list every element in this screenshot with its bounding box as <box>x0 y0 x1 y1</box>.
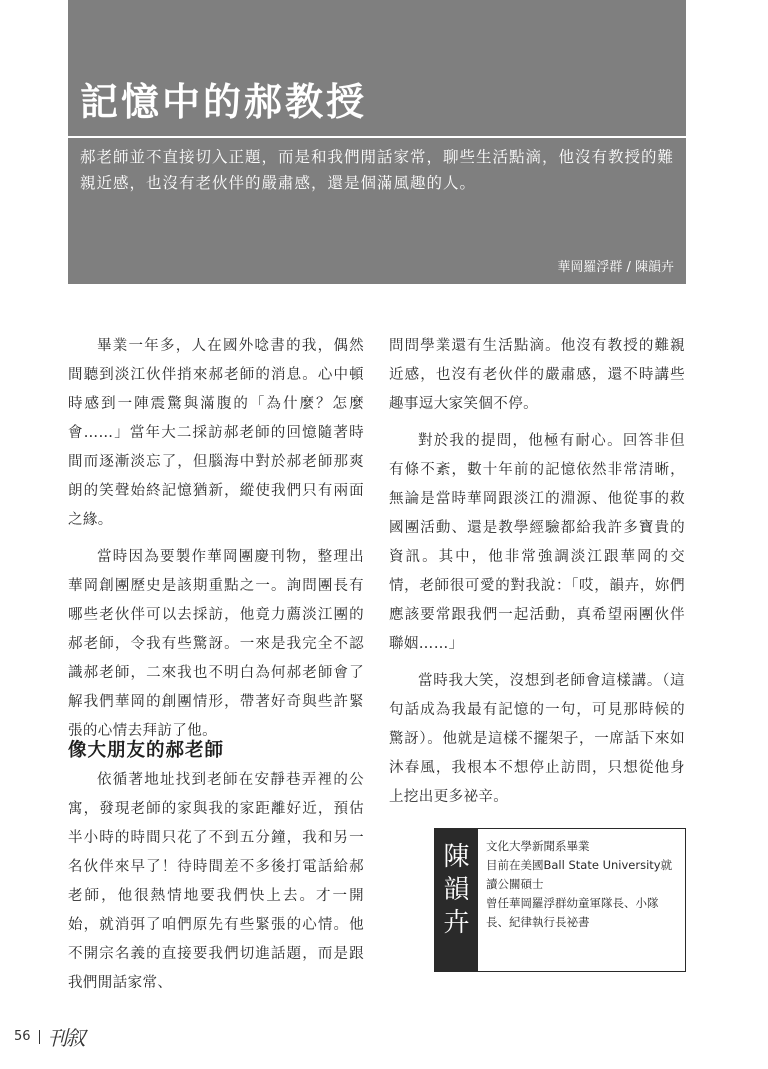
title-divider <box>68 136 686 138</box>
page-footer <box>14 1022 84 1051</box>
paragraph: 當時我大笑，沒想到老師會這樣講。（這句話成為我最有記憶的一句，可見那時候的驚訝）。他就是這樣不擺架子，一席話下來如沐春風，我根本不想停止訪問，只想從他身上挖出更多祕辛。 <box>389 673 685 805</box>
left-column-section <box>68 766 364 1006</box>
paragraph: 畢業一年多，人在國外唸書的我，偶然間聽到淡江伙伴捎來郝老師的消息。心中頓時感到一陣震驚與滿腹的「為什麼？怎麼會……」當年大二採訪郝老師的回憶隨著時間而逐漸淡忘了，但腦海中對於郝老師那爽朗的笑聲始終記憶猶新，縱使我們只有兩面之緣。 <box>68 338 364 528</box>
section-heading: 像大朋友的郝老師 <box>68 740 225 761</box>
article-byline: 華岡羅浮群 / 陳韻卉 <box>557 260 674 275</box>
paragraph: 當時因為要製作華岡團慶刊物，整理出華岡創團歷史是該期重點之一。詢問團長有哪些老伙伴可以去採訪，他竟力薦淡江團的郝老師，令我有些驚訝。一來是我完全不認識郝老師，二來我也不明白為何郝老師會了解我們華岡的創團情形，帶著好奇與些許緊張的心情去拜訪了他。 <box>68 549 364 739</box>
bio-line: 文化大學新聞系畢業 <box>486 839 590 853</box>
author-bio-box <box>434 828 686 972</box>
bio-line: 目前在美國Ball State University就讀公關碩士 <box>486 858 673 891</box>
author-name-char: 陳 <box>443 842 470 872</box>
article-title: 記憶中的郝教授 <box>80 79 368 124</box>
page-number: 56 <box>14 1029 31 1044</box>
author-name-vertical <box>435 829 478 971</box>
author-name-char: 韻 <box>443 875 470 905</box>
footer-divider <box>39 1030 40 1044</box>
paragraph: 問問學業還有生活點滴。他沒有教授的難親近感，也沒有老伙伴的嚴肅感，還不時講些趣事逗大家笑個不停。 <box>389 338 685 412</box>
author-name-char: 卉 <box>443 908 470 938</box>
bio-line: 曾任華岡羅浮群幼童軍隊長、小隊長、紀律執行長祕書 <box>486 896 659 929</box>
author-bio-text <box>486 837 681 932</box>
right-column <box>389 332 685 820</box>
paragraph: 對於我的提問，他極有耐心。回答非但有條不紊，數十年前的記憶依然非常清晰，無論是當時華岡跟淡江的淵源、他從事的救國團活動、還是教學經驗都給我許多寶貴的資訊。其中，他非常強調淡江跟華岡的交情，老師很可愛的對我說：「哎，韻卉，妳們應該要常跟我們一起活動，真希望兩團伙伴聯姻……」 <box>389 433 685 652</box>
magazine-logo: 刊叙 <box>47 1026 84 1050</box>
article-subtitle: 郝老師並不直接切入正題，而是和我們閒話家常，聊些生活點滴，他沒有教授的難親近感，也沒有老伙伴的嚴肅感，還是個滿風趣的人。 <box>80 148 675 192</box>
header-banner <box>68 0 686 284</box>
paragraph: 依循著地址找到老師在安靜巷弄裡的公寓，發現老師的家與我的家距離好近，預估半小時的時間只花了不到五分鐘，我和另一名伙伴來早了！待時間差不多後打電話給郝老師，他很熱情地要我們快上去。才一開始，就消弭了咱們原先有些緊張的心情。他不開宗名義的直接要我們切進話題，而是跟我們閒話家常、 <box>68 772 364 991</box>
left-column <box>68 332 364 754</box>
